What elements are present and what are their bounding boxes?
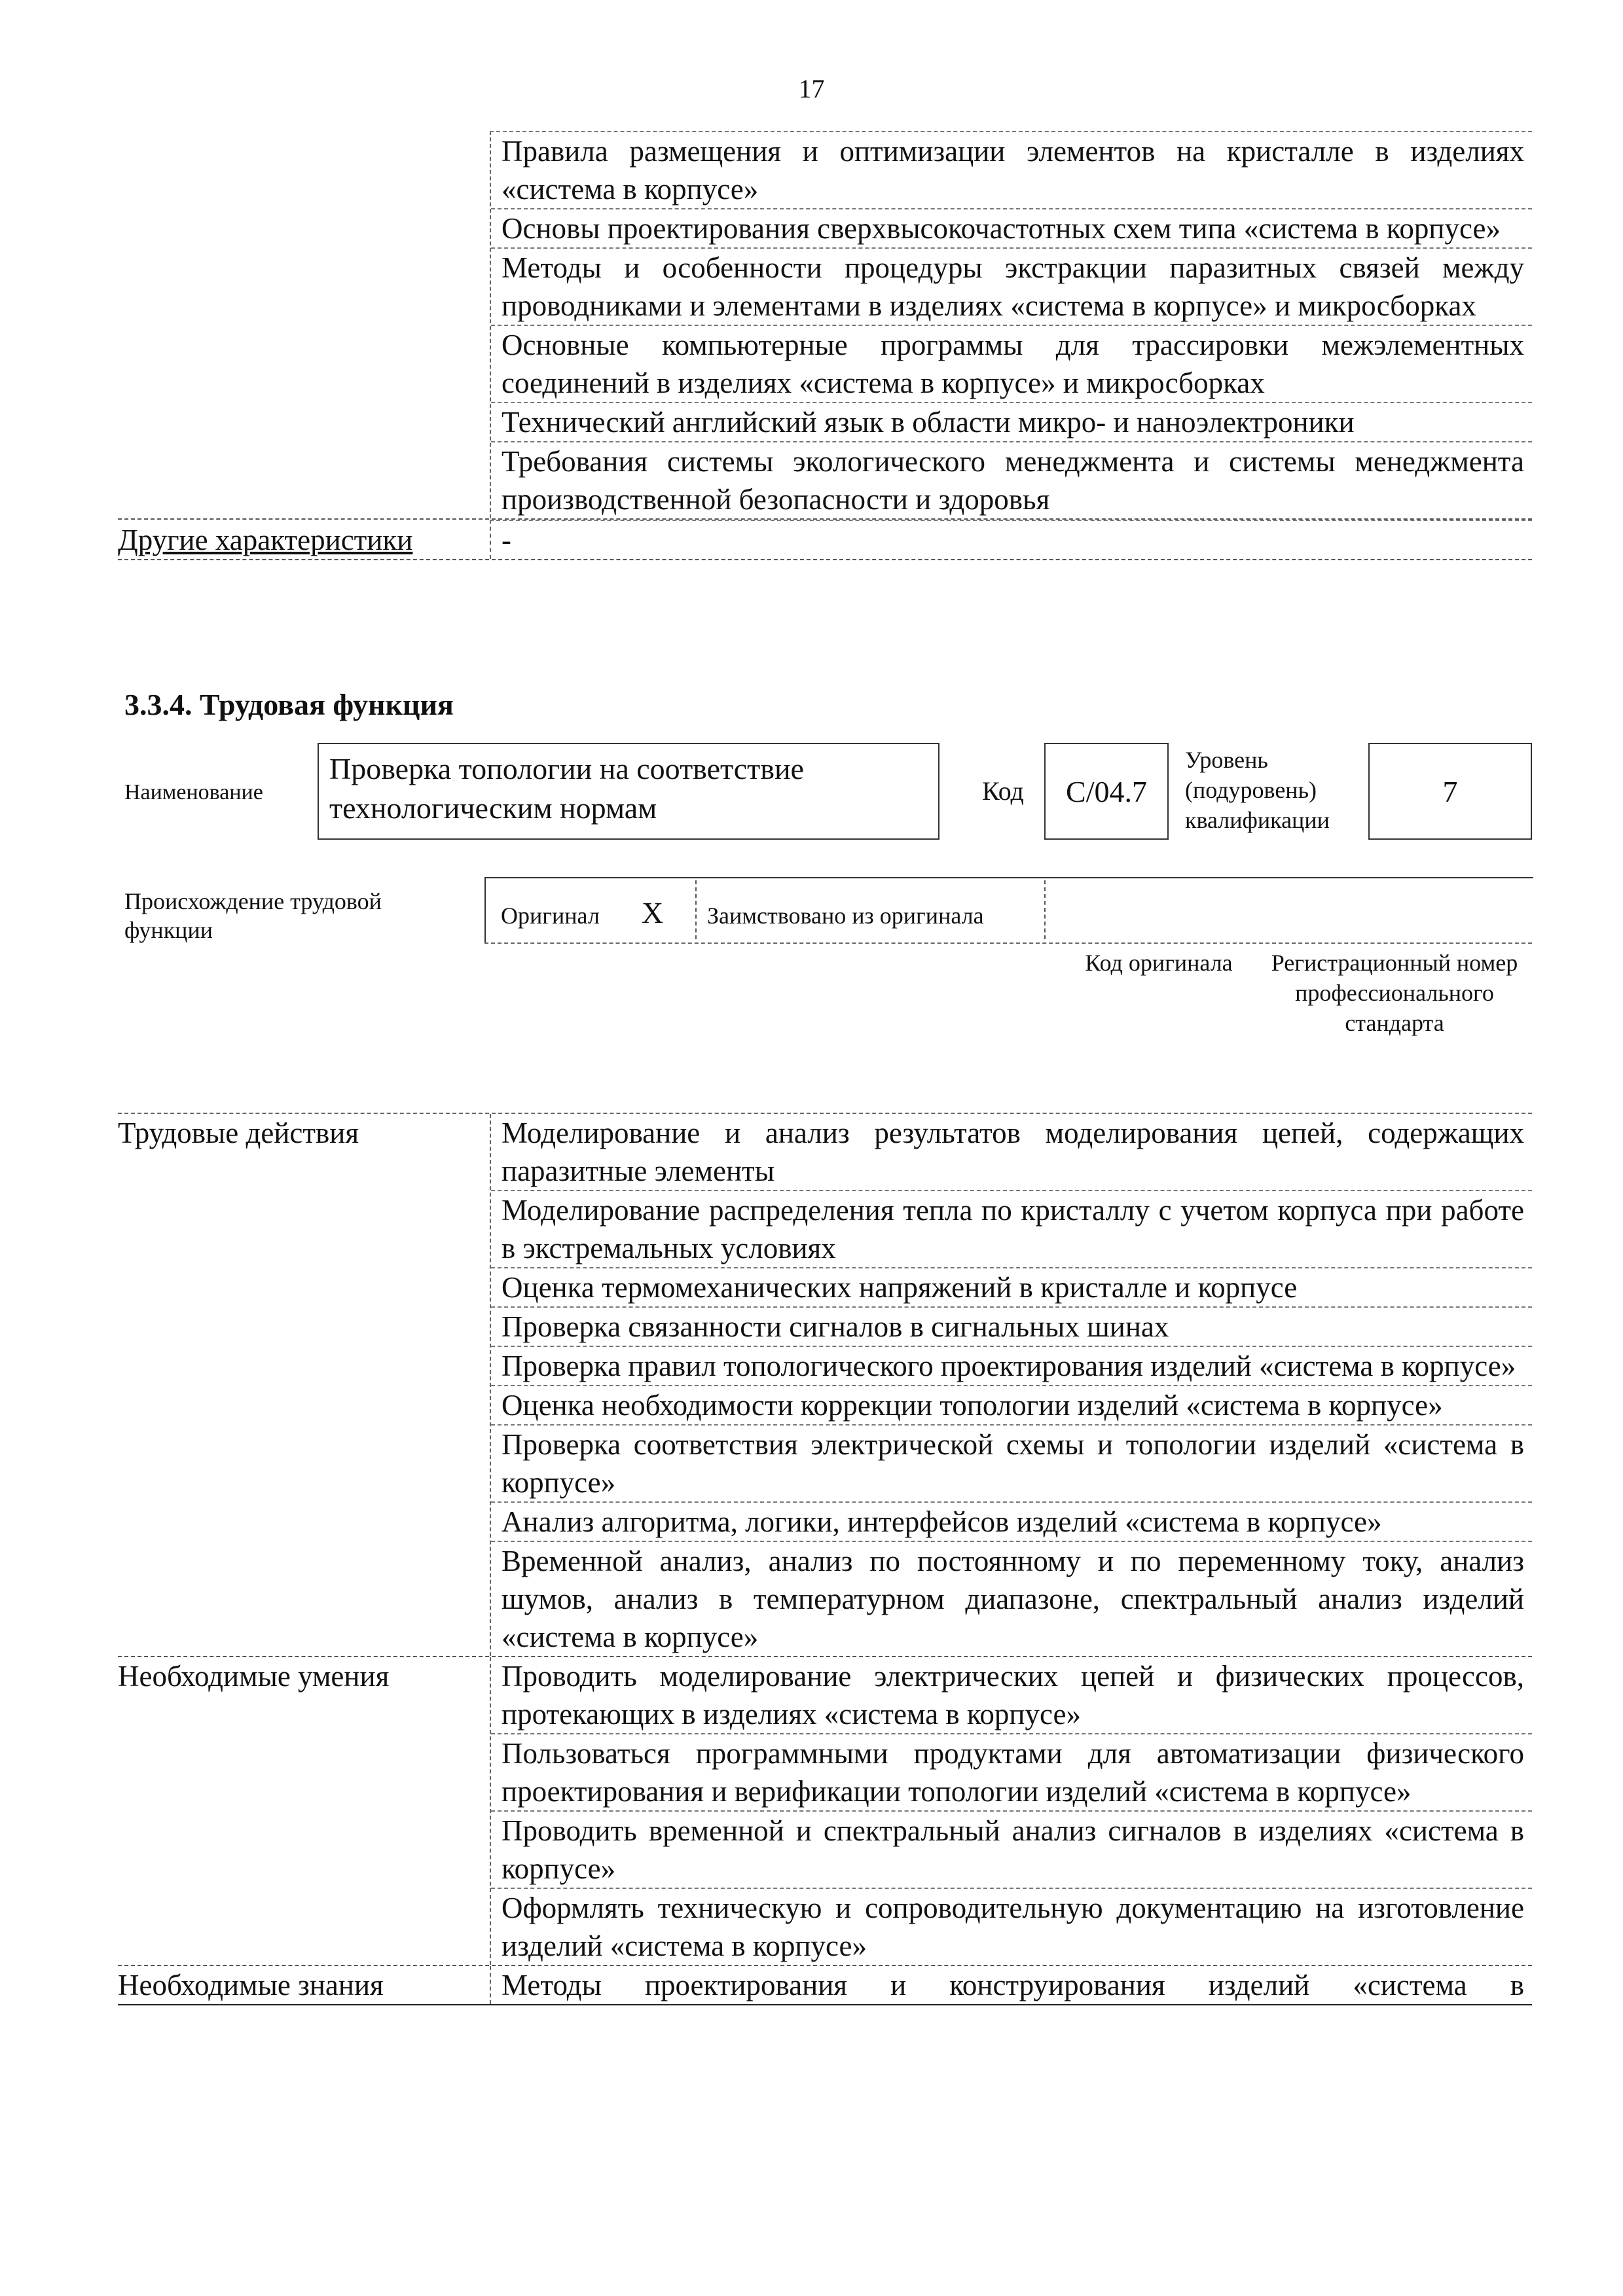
skill-item: Оформлять техническую и сопроводительную документацию на изготовление изделий «система в корпусе» <box>501 1892 1524 1962</box>
required-knowledge-list <box>490 1966 1532 2004</box>
code-of-original-label: Код оригинала <box>1085 950 1233 976</box>
labor-action-item: Моделирование и анализ результатов моделирования цепей, содержащих паразитные элементы <box>491 1114 1532 1191</box>
page-number: 17 <box>798 74 825 103</box>
labor-action-item: Проверка связанности сигналов в сигнальных шинах <box>491 1308 1532 1347</box>
knowledge-item: Технический английский язык в области микро- и наноэлектроники <box>491 403 1532 442</box>
borrowed-label: Заимствовано из оригинала <box>707 903 984 929</box>
origin-divider <box>695 880 697 939</box>
registration-number-label: Регистрационный номер профессионального стандарта <box>1271 950 1518 1036</box>
knowledge-item: Требования системы экологического менеджмента и системы менеджмента производственной безопасности и здоровья <box>501 445 1524 516</box>
labor-action-item: Проверка правил топологического проектирования изделий «система в корпусе» <box>491 1347 1532 1386</box>
origin-label: Происхождение трудовой функции <box>124 888 382 943</box>
function-name-box: Проверка топологии на соответствие технологическим нормам <box>318 743 939 840</box>
knowledge-item: Правила размещения и оптимизации элементов на кристалле в изделиях «система в корпусе» <box>491 132 1532 209</box>
knowledge-item: Основные компьютерные программы для трассировки межэлементных соединений в изделиях «система в корпусе» и микросборках <box>491 326 1532 403</box>
skill-item: Проводить моделирование электрических цепей и физических процессов, протекающих в изделиях «система в корпусе» <box>491 1657 1532 1734</box>
labor-action-item: Моделирование распределения тепла по кристаллу с учетом корпуса при работе в экстремальных условиях <box>491 1191 1532 1268</box>
labor-actions-label: Трудовые действия <box>118 1117 359 1149</box>
knowledge-row-label <box>118 131 490 518</box>
code-label: Код <box>982 776 1024 806</box>
name-label: Наименование <box>124 780 263 804</box>
function-code-box: C/04.7 <box>1044 743 1169 840</box>
origin-divider <box>484 942 1532 944</box>
knowledge-continuation-table <box>118 131 1532 560</box>
labor-action-item: Оценка термомеханических напряжений в кристалле и корпусе <box>491 1268 1532 1308</box>
required-skills-label: Необходимые умения <box>118 1660 390 1693</box>
labor-action-item: Временной анализ, анализ по постоянному и по переменному току, анализ шумов, анализ в температурном диапазоне, спектральный анализ изделий «система в корпусе» <box>501 1545 1524 1653</box>
labor-actions-list <box>490 1114 1532 1656</box>
other-characteristics-label: Другие характеристики <box>118 524 413 556</box>
labor-action-item: Анализ алгоритма, логики, интерфейсов изделий «система в корпусе» <box>491 1503 1532 1542</box>
origin-divider <box>1044 880 1046 939</box>
labor-function-table <box>118 1113 1532 2005</box>
knowledge-list <box>490 131 1532 518</box>
labor-action-item: Оценка необходимости коррекции топологии изделий «система в корпусе» <box>491 1386 1532 1426</box>
section-title: 3.3.4. Трудовая функция <box>124 688 454 721</box>
skill-item: Пользоваться программными продуктами для автоматизации физического проектирования и верификации топологии изделий «система в корпусе» <box>491 1734 1532 1812</box>
labor-action-item: Проверка соответствия электрической схемы и топологии изделий «система в корпусе» <box>491 1426 1532 1503</box>
knowledge-item: Методы и особенности процедуры экстракции паразитных связей между проводниками и элементами в изделиях «система в корпусе» и микросборках <box>491 249 1532 326</box>
required-knowledge-row <box>118 1966 1532 2005</box>
other-characteristics-value: - <box>501 524 511 556</box>
qualification-level-label: Уровень (подуровень) квалификации <box>1185 747 1330 833</box>
required-knowledge-label: Необходимые знания <box>118 1969 384 2001</box>
qualification-level-box: 7 <box>1368 743 1532 840</box>
knowledge-item: Методы проектирования и конструирования изделий «система в <box>501 1969 1524 2001</box>
original-checkmark: X <box>642 896 664 929</box>
required-skills-list <box>490 1657 1532 1965</box>
required-skills-row <box>118 1657 1532 1966</box>
original-label: Оригинал <box>501 903 600 929</box>
labor-actions-row <box>118 1114 1532 1657</box>
knowledge-row <box>118 131 1532 520</box>
other-characteristics-values <box>490 520 1532 559</box>
skill-item: Проводить временной и спектральный анализ сигналов в изделиях «система в корпусе» <box>491 1812 1532 1889</box>
other-characteristics-row <box>118 520 1532 560</box>
knowledge-item: Основы проектирования сверхвысокочастотных схем типа «система в корпусе» <box>491 209 1532 249</box>
